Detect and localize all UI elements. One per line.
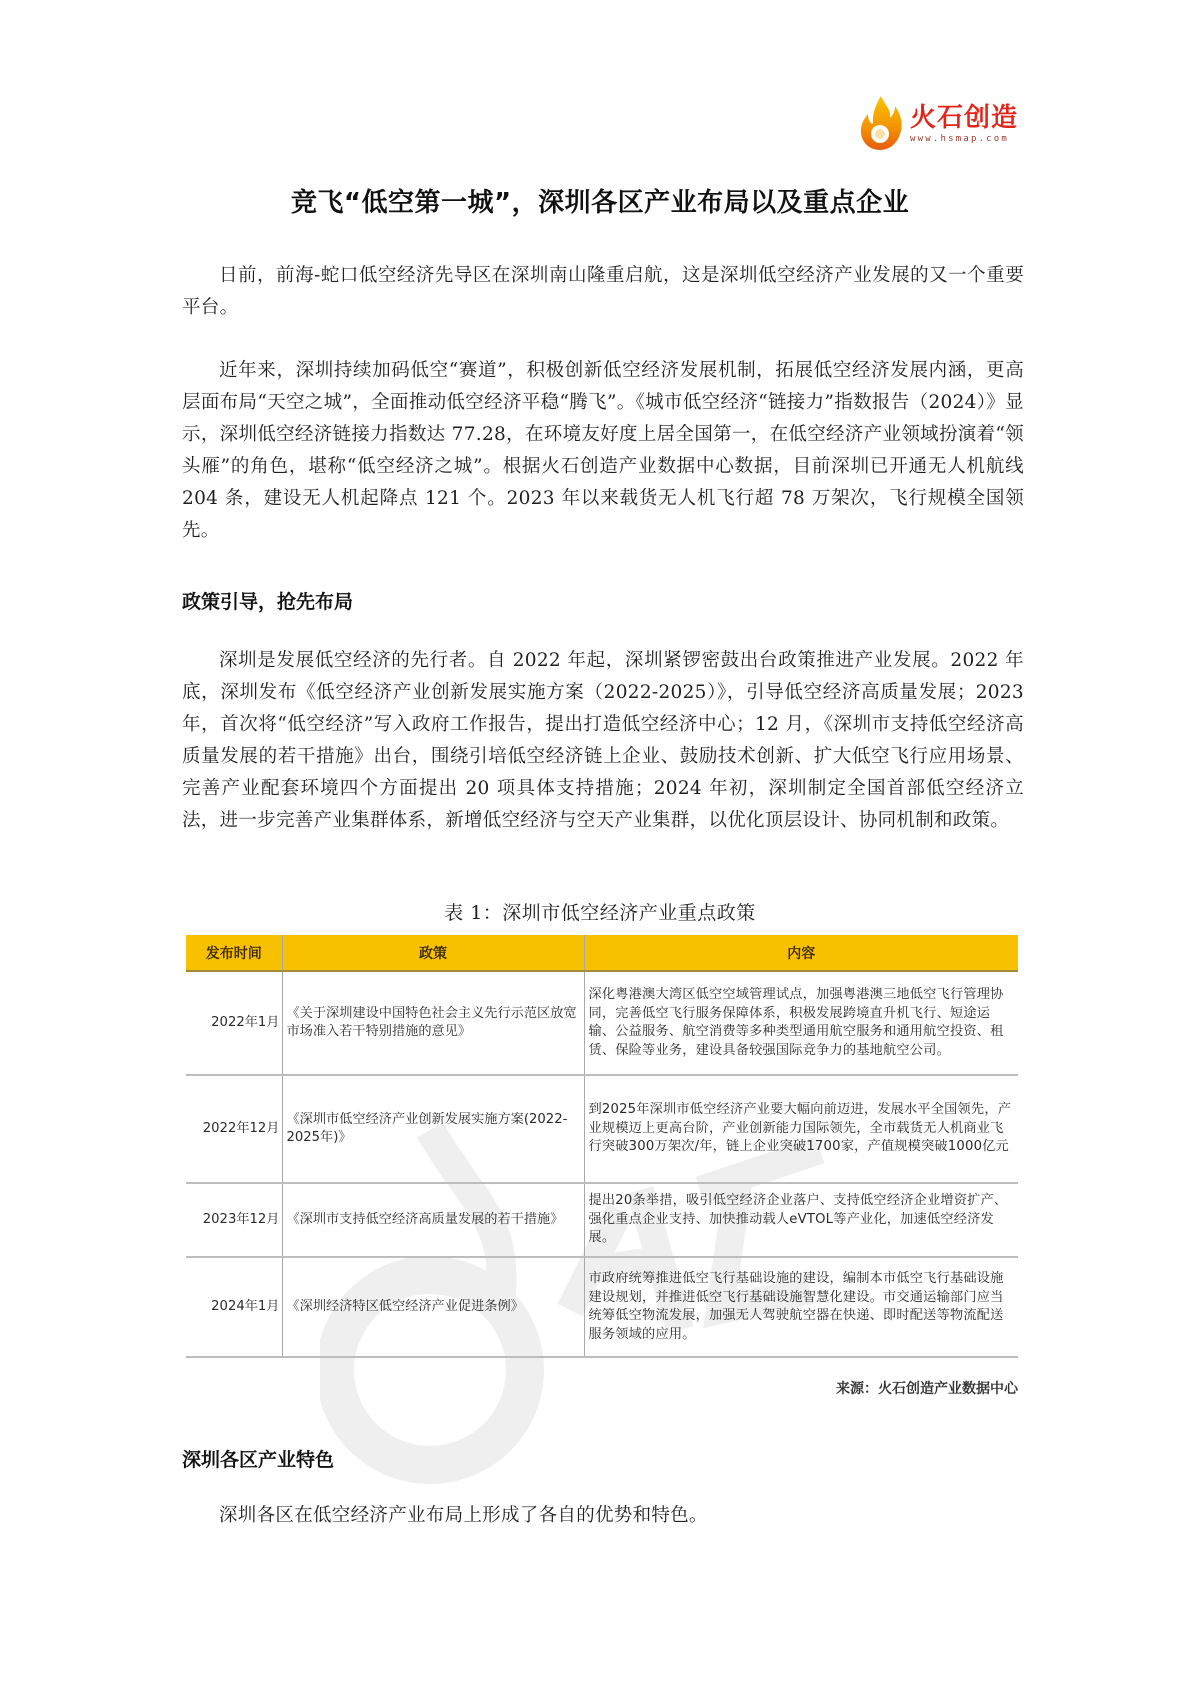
row-content: 到2025年深圳市低空经济产业要大幅向前迈进，发展水平全国领先，产业规模迈上更高台阶，产业创新能力国际领先，全市载货无人机商业飞行突破300万架次/年，链上企业突破1700家，产值规模突破1000亿元 <box>584 1075 1018 1183</box>
row-policy: 《深圳市低空经济产业创新发展实施方案(2022-2025年)》 <box>282 1075 584 1183</box>
row-content: 提出20条举措，吸引低空经济企业落户、支持低空经济企业增资扩产、强化重点企业支持、加快推动载人eVTOL等产业化，加速低空经济发展。 <box>584 1183 1018 1257</box>
row-date: 2024年1月 <box>186 1257 282 1357</box>
table-row <box>186 1183 1018 1257</box>
page-title: 竞飞“低空第一城”，深圳各区产业布局以及重点企业 <box>290 188 910 218</box>
row-date: 2022年1月 <box>186 971 282 1075</box>
table-row <box>186 971 1018 1075</box>
column-header-policy: 政策 <box>282 935 584 971</box>
table-header-row <box>186 935 1018 971</box>
brand-logo <box>858 92 1028 154</box>
row-policy: 《关于深圳建设中国特色社会主义先行示范区放宽市场准入若干特别措施的意见》 <box>282 971 584 1075</box>
flame-logo-icon <box>858 94 904 152</box>
row-policy: 《深圳市支持低空经济高质量发展的若干措施》 <box>282 1183 584 1257</box>
table-caption: 表 1：深圳市低空经济产业重点政策 <box>444 902 756 924</box>
column-header-content: 内容 <box>584 935 1018 971</box>
row-date: 2022年12月 <box>186 1075 282 1183</box>
row-content: 市政府统筹推进低空飞行基础设施的建设，编制本市低空飞行基础设施建设规划，并推进低空飞行基础设施智慧化建设。市交通运输部门应当统筹低空物流发展，加强无人驾驶航空器在快递、即时配送等物流配送服务领域的应用。 <box>584 1257 1018 1357</box>
policy-table <box>186 935 1018 1358</box>
column-header-date: 发布时间 <box>186 935 282 971</box>
section-heading-districts: 深圳各区产业特色 <box>182 1449 335 1471</box>
brand-name: 火石创造 <box>910 102 1019 133</box>
table-source: 来源：火石创造产业数据中心 <box>836 1381 1018 1397</box>
row-policy: 《深圳经济特区低空经济产业促进条例》 <box>282 1257 584 1357</box>
section-heading-policy: 政策引导，抢先布局 <box>182 591 354 613</box>
row-content: 深化粤港澳大湾区低空空域管理试点，加强粤港澳三地低空飞行管理协同，完善低空飞行服务保障体系，积极发展跨境直升机飞行、短途运输、公益服务、航空消费等多种类型通用航空服务和通用航空投资、租赁、保险等业务，建设具备较强国际竞争力的基地航空公司。 <box>584 971 1018 1075</box>
intro-paragraph-2: 近年来，深圳持续加码低空“赛道”，积极创新低空经济发展机制，拓展低空经济发展内涵，更高层面布局“天空之城”，全面推动低空经济平稳“腾飞”。《城市低空经济“链接力”指数报告（2024）》显示，深圳低空经济链接力指数达 77.28，在环境友好度上居全国第一，在低空经济产业领域扮演着“领头雁”的角色，堪称“低空经济之城”。根据火石创造产业数据中心数据，目前深圳已开通无人机航线 204 条，建设无人机起降点 121 个。2023 年以来载货无人机飞行超 78 万架次，飞行规模全国领先。 <box>182 360 1024 541</box>
row-date: 2023年12月 <box>186 1183 282 1257</box>
brand-url: www.hsmap.com <box>910 133 1010 144</box>
table-row <box>186 1257 1018 1357</box>
intro-paragraph-1: 日前，前海-蛇口低空经济先导区在深圳南山隆重启航，这是深圳低空经济产业发展的又一个重要平台。 <box>182 265 1024 318</box>
policy-paragraph: 深圳是发展低空经济的先行者。自 2022 年起，深圳紧锣密鼓出台政策推进产业发展。2022 年底，深圳发布《低空经济产业创新发展实施方案（2022-2025）》，引导低空经济高质量发展；2023 年，首次将“低空经济”写入政府工作报告，提出打造低空经济中心；12 月，《深圳市支持低空经济高质量发展的若干措施》出台，围绕引培低空经济链上企业、鼓励技术创新、扩大低空飞行应用场景、完善产业配套环境四个方面提出 20 项具体支持措施；2024 年初，深圳制定全国首部低空经济立法，进一步完善产业集群体系，新增低空经济与空天产业集群，以优化顶层设计、协同机制和政策。 <box>182 650 1024 831</box>
districts-paragraph: 深圳各区在低空经济产业布局上形成了各自的优势和特色。 <box>219 1505 708 1526</box>
table-row <box>186 1075 1018 1183</box>
